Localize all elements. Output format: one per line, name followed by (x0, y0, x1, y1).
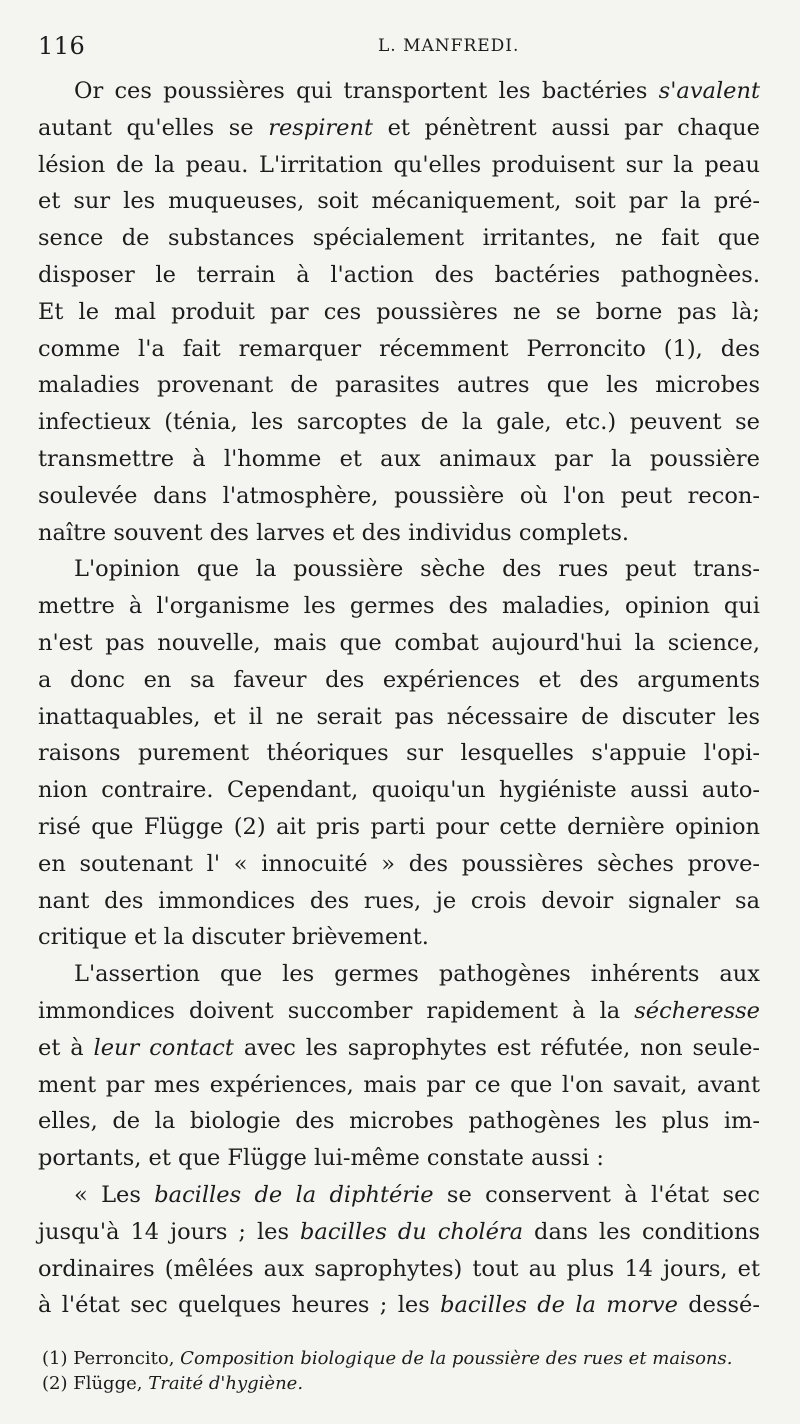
text-line (38, 883, 760, 920)
text-run: en soutenant l' « innocuité » des poussières sèches prove- (38, 850, 760, 877)
text-run: jusqu'à 14 jours ; les (38, 1218, 301, 1245)
text-line (38, 1030, 760, 1067)
text-run: et pénètrent aussi par chaque (373, 114, 760, 141)
text-run: inattaquables, et il ne serait pas nécessaire de discuter les (38, 703, 760, 730)
text-run: et sur les muqueuses, soit mécaniquement, soit par la pré- (38, 188, 760, 215)
text-run: et à (38, 1034, 94, 1061)
text-line (38, 919, 760, 956)
italic-text: respirent (268, 114, 374, 141)
footnotes (38, 1346, 760, 1396)
text-line (38, 846, 760, 883)
text-line (38, 735, 760, 772)
text-line (38, 515, 760, 552)
text-line (38, 73, 760, 110)
text-line (38, 110, 760, 147)
text-run: nant des immondices des rues, je crois devoir signaler sa (38, 887, 760, 914)
text-run: avec les saprophytes est réfutée, non seule- (233, 1034, 761, 1061)
text-run: portants, et que Flügge lui-même constate aussi : (38, 1145, 605, 1172)
text-line (38, 625, 760, 662)
text-run: (2) Flügge, (42, 1373, 149, 1394)
text-run: Et le mal produit par ces poussières ne se borne pas là; (38, 298, 760, 325)
text-line (38, 551, 760, 588)
text-run: dessé- (677, 1292, 760, 1319)
text-run: risé que Flügge (2) ait pris parti pour cette dernière opinion (38, 813, 760, 840)
page-header (38, 32, 760, 62)
footnote (38, 1371, 760, 1396)
text-run: elles, de la biologie des microbes pathogènes les plus im- (38, 1108, 760, 1135)
italic-text: bacilles de la diphtérie (154, 1181, 434, 1208)
text-line (38, 478, 760, 515)
text-line (38, 147, 760, 184)
text-line (38, 1287, 760, 1324)
text-line (38, 404, 760, 441)
text-line (38, 956, 760, 993)
text-line (38, 220, 760, 257)
text-run: L'assertion que les germes pathogènes inhérents aux (74, 961, 760, 988)
page-number: 116 (38, 32, 86, 60)
text-run: naître souvent des larves et des individus complets. (38, 519, 630, 546)
text-line (38, 294, 760, 331)
footnote (38, 1346, 760, 1371)
text-line (38, 1177, 760, 1214)
italic-text: leur contact (93, 1034, 234, 1061)
text-run: « Les (74, 1181, 155, 1208)
text-run: transmettre à l'homme et aux animaux par la poussière (38, 445, 760, 472)
text-line (38, 1214, 760, 1251)
text-run: a donc en sa faveur des expériences et des arguments (38, 666, 760, 693)
text-run: L'opinion que la poussière sèche des rues peut trans- (74, 556, 760, 583)
text-line (38, 367, 760, 404)
italic-text: bacilles de la morve (440, 1292, 678, 1319)
text-run: mettre à l'organisme les germes des maladies, opinion qui (38, 593, 760, 620)
text-run: dans les conditions (523, 1218, 761, 1245)
text-run: se conservent à l'état sec (433, 1181, 761, 1208)
text-run: maladies provenant de parasites autres que les microbes (38, 372, 760, 399)
text-line (38, 441, 760, 478)
text-run: (1) Perroncito, (42, 1348, 181, 1369)
text-run: nion contraire. Cependant, quoiqu'un hygiéniste aussi auto- (38, 777, 760, 804)
text-run: critique et la discuter brièvement. (38, 924, 429, 951)
text-line (38, 183, 760, 220)
text-run: Or ces poussières qui transportent les bactéries (74, 78, 659, 104)
text-run: autant qu'elles se (38, 114, 269, 141)
text-line (38, 699, 760, 736)
text-run: disposer le terrain à l'action des bactéries pathognèes. (38, 261, 760, 288)
text-run: infectieux (ténia, les sarcoptes de la gale, etc.) peuvent se (38, 409, 760, 436)
text-run: raisons purement théoriques sur lesquelles s'appuie l'opi- (38, 740, 760, 767)
text-line (38, 772, 760, 809)
text-run: sence de substances spécialement irritantes, ne fait que (38, 225, 760, 252)
text-run: n'est pas nouvelle, mais que combat aujourd'hui la science, (38, 629, 760, 656)
text-line (38, 662, 760, 699)
running-head: L. MANFREDI. (378, 36, 520, 56)
text-run: soulevée dans l'atmosphère, poussière où l'on peut recon- (38, 482, 760, 509)
text-run: ordinaires (mêlées aux saprophytes) tout au plus 14 jours, et (38, 1255, 760, 1282)
text-line (38, 331, 760, 368)
italic-text: Composition biologique de la poussière des rues et maisons. (180, 1348, 733, 1369)
text-line (38, 1140, 760, 1177)
text-line (38, 993, 760, 1030)
italic-text: bacilles du choléra (300, 1218, 524, 1245)
text-run: à l'état sec quelques heures ; les (38, 1292, 441, 1319)
text-run: ment par mes expériences, mais par ce que l'on savait, avant (38, 1071, 760, 1098)
italic-text: Traité d'hygiène. (148, 1373, 304, 1394)
italic-text: s'avalent (658, 78, 760, 104)
text-line (38, 1251, 760, 1288)
text-line (38, 809, 760, 846)
text-line (38, 1067, 760, 1104)
text-line (38, 257, 760, 294)
italic-text: sécheresse (634, 997, 760, 1024)
text-run: lésion de la peau. L'irritation qu'elles produisent sur la peau (38, 151, 760, 178)
text-line (38, 588, 760, 625)
text-line (38, 1103, 760, 1140)
text-run: immondices doivent succomber rapidement à la (38, 997, 635, 1024)
text-run: comme l'a fait remarquer récemment Perroncito (1), des (38, 335, 760, 362)
body-text (38, 73, 760, 1324)
